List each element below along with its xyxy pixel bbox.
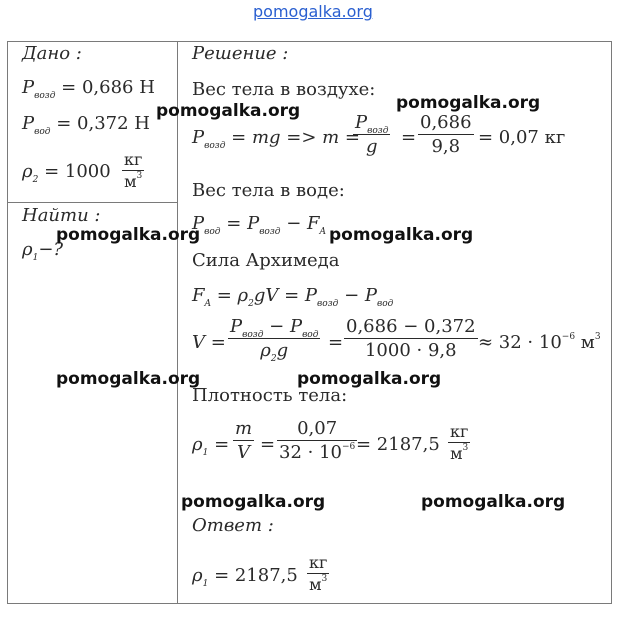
eq3-p-water-sub: вод [377,299,394,309]
answer-value: = 2187,5 [214,565,298,586]
weight-water-label: Вес тела в воде: [192,180,345,201]
rho2-unit-fraction [122,150,144,191]
rho2-sub: 2 [32,175,39,185]
eq3 [192,285,394,309]
eq1-frac2-num: 0,686 [420,112,472,133]
p-water-value: = 0,372 Н [56,113,150,134]
given-find-divider [7,202,178,203]
answer-rho-sub: 1 [202,579,209,589]
table-column-divider [177,41,178,604]
eq4-exp: −6 [561,332,576,342]
eq4-den-g: g [276,340,289,361]
table-bottom-border [7,603,612,604]
p-water-symbol: P [22,113,35,134]
unit-numerator: кг [124,150,143,169]
eq5-unit-den-pow: 3 [462,443,469,453]
eq5-unit-fraction [448,422,470,463]
rho1-symbol: ρ [22,239,33,260]
watermark-5: pomogalka.org [56,369,201,389]
eq1-equals: = [401,127,417,148]
eq2-fa-sub: A [319,227,326,237]
eq1-frac2-bar [418,134,474,135]
eq1-fraction-1 [353,112,390,157]
eq2-minus-fa: − F [286,213,320,234]
eq2-p-air-sub: возд [259,227,281,237]
eq5-equals-2: = [260,434,276,455]
eq3-p-air-sub: возд [317,299,339,309]
given-title: Дано : [22,43,82,64]
table-top-border [7,41,612,42]
eq4-frac1-num [228,316,320,340]
find-title: Найти : [22,205,101,226]
density-label: Плотность тела: [192,385,348,406]
answer-unit-fraction [307,553,329,594]
eq5-fraction-1 [233,418,254,463]
eq1-frac1-den: g [365,136,378,157]
eq4-fraction-1 [228,316,320,364]
rho2-symbol: ρ [22,161,33,182]
eq3-p-air: P [304,285,318,306]
eq1-frac1-num [353,112,390,136]
eq4-frac2-den: 1000 · 9,8 [364,340,457,361]
weight-air-label: Вес тела в воздухе: [192,79,376,100]
eq4-v: V = [192,332,226,353]
eq5-frac1-den: V [237,442,251,463]
watermark-4: pomogalka.org [329,225,474,245]
rho1-sub: 1 [32,253,39,263]
eq4-den-rho-sub: 2 [270,354,277,364]
given-rho2 [22,161,111,185]
table-right-border [611,41,612,604]
eq3-f-sub: A [204,299,211,309]
eq4-fraction-2 [344,316,478,361]
answer-title: Ответ : [192,515,274,536]
eq4-num-p1-sub: возд [242,330,264,340]
eq5-unit-num: кг [450,422,469,441]
answer-unit-den-text: м [309,575,322,594]
eq5-rho-sub: 1 [202,448,209,458]
archimedes-label: Сила Архимеда [192,250,340,271]
eq5-frac1-num: m [235,418,253,439]
p-air-symbol: P [22,77,35,98]
eq3-p-water: P [364,285,378,306]
eq5-fraction-2 [277,418,357,463]
eq4-num-minus: − P [269,316,303,337]
eq5-result: = 2187,5 [356,434,440,455]
eq4-equals: = [328,332,344,353]
eq1-lhs [192,127,361,151]
eq1-fraction-2 [418,112,474,157]
eq4-frac2-bar [344,338,478,339]
eq5-frac2-bar [277,440,357,441]
watermark-8: pomogalka.org [421,492,566,512]
answer-rho: ρ [192,565,203,586]
eq1-frac2-den: 9,8 [431,136,461,157]
eq5-unit-den [448,444,470,463]
given-p-water [22,113,150,137]
eq4-unit-pow: 3 [594,332,601,342]
eq5-unit-den-text: м [450,444,463,463]
eq4-approx: ≈ 32 · 10 [478,332,562,353]
answer-unit-den [307,575,329,594]
solution-title: Решение : [192,43,289,64]
unit-denominator [122,172,144,191]
eq1-expression: = mg => m = [231,127,361,148]
answer-unit-den-pow: 3 [321,574,328,584]
answer-line [192,565,298,589]
answer-unit-num: кг [309,553,328,572]
eq5-frac2-num: 0,07 [297,418,338,439]
rho1-question: −? [38,239,64,260]
watermark-7: pomogalka.org [181,492,326,512]
eq5-den2-text: 32 · 10 [279,442,342,463]
watermark-2: pomogalka.org [396,93,541,113]
watermark-3: pomogalka.org [56,225,201,245]
eq4-frac1-den [228,340,320,364]
watermark-6: pomogalka.org [297,369,442,389]
eq2-p-water: P [192,213,205,234]
eq4-num-p1: P [230,316,243,337]
eq2-p-air: P [247,213,260,234]
eq1-frac1-num-p: P [355,112,368,133]
eq1-frac1-num-sub: возд [367,126,389,136]
eq1-p: P [192,127,205,148]
eq3-rho-sub: 2 [248,299,254,309]
unit-den-power: 3 [136,171,143,181]
eq5-equals: = [214,434,230,455]
header-watermark-link[interactable]: pomogalka.org [253,2,373,21]
eq1-result: = 0,07 кг [478,127,566,148]
unit-den-text: м [124,172,137,191]
eq4-result [478,332,601,353]
eq5-frac1-bar [233,440,254,441]
p-water-sub: вод [34,127,51,137]
eq5-lhs [192,434,230,458]
eq5-frac2-den [277,442,357,463]
eq1-p-sub: возд [204,141,226,151]
eq4-unit: м [580,332,595,353]
watermark-1: pomogalka.org [156,101,301,121]
rho2-value: = 1000 [44,161,111,182]
eq2 [192,213,326,237]
eq4-num-p2-sub: вод [302,330,319,340]
eq2-equals: = [226,213,242,234]
eq5-rho: ρ [192,434,203,455]
p-air-sub: возд [34,91,56,101]
eq3-f: F [192,285,205,306]
eq3-rho: = ρ [216,285,249,306]
eq3-gv: gV = [253,285,300,306]
given-p-air [22,77,155,101]
table-left-border [7,41,8,604]
p-air-value: = 0,686 Н [61,77,155,98]
eq4-den-rho: ρ [260,340,271,361]
eq2-p-water-sub: вод [204,227,221,237]
eq4-frac2-num: 0,686 − 0,372 [346,316,476,337]
eq3-minus: − [344,285,360,306]
eq5-den2-exp: −6 [341,442,356,452]
